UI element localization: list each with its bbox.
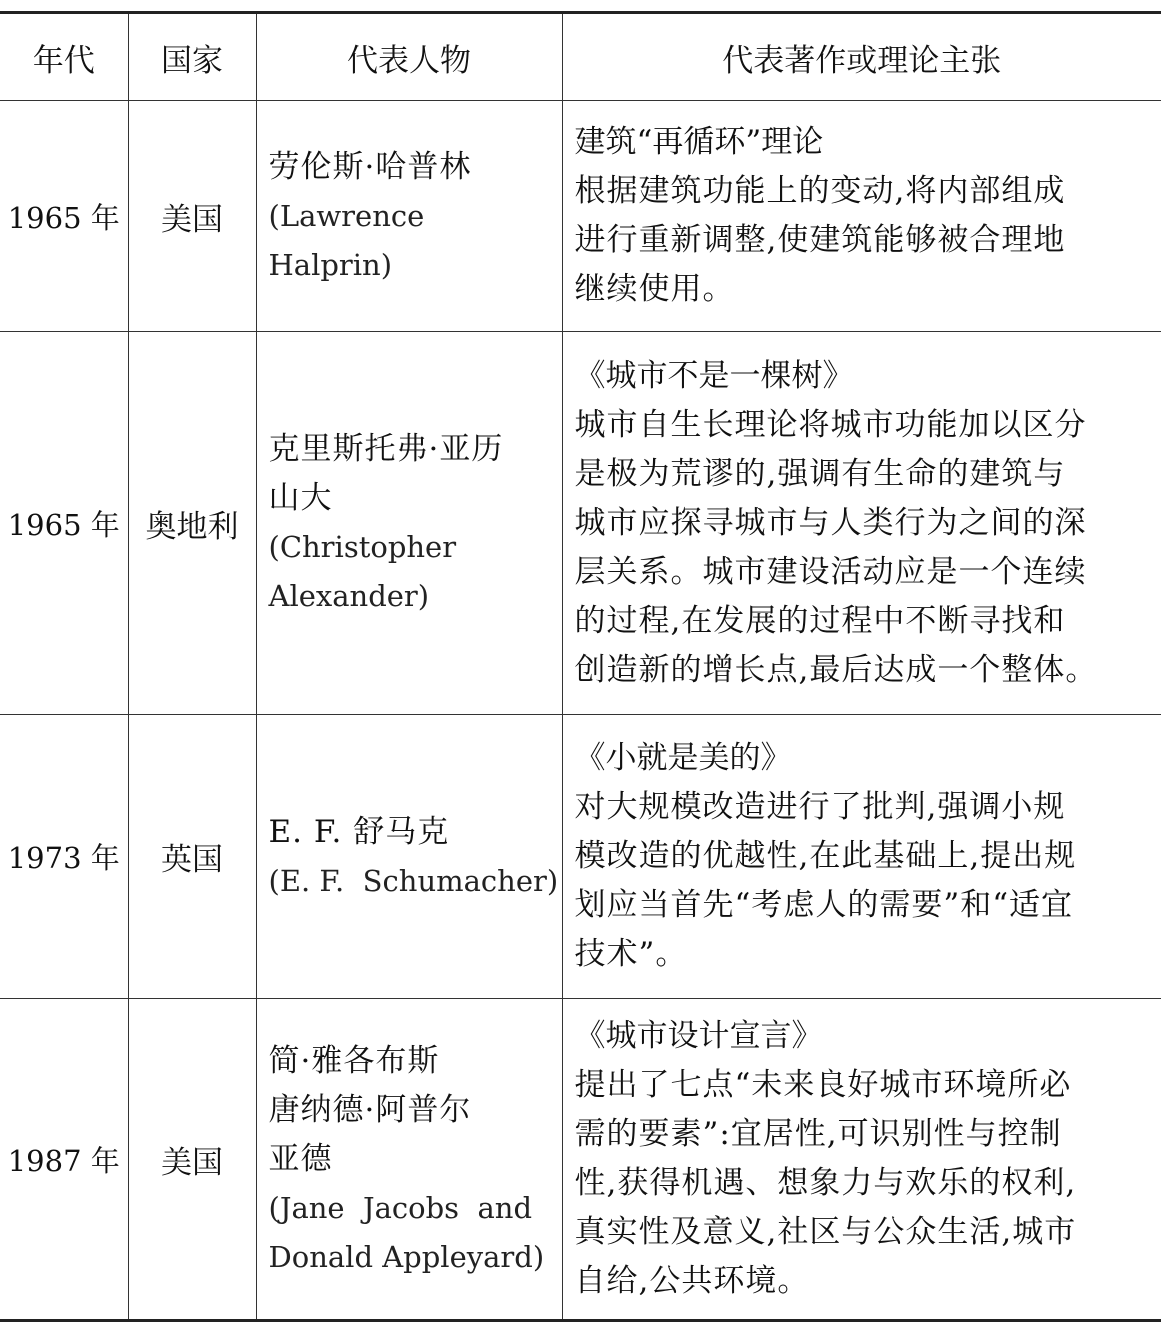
year-cell: 1987 年 <box>0 999 128 1321</box>
table-row <box>0 101 1161 332</box>
work-desc-line: 城市自生长理论将城市功能加以区分 <box>574 406 1087 443</box>
work-desc-line: 需的要素”:宜居性,可识别性与控制 <box>574 1116 1062 1152</box>
urban-theory-table <box>0 11 1161 1322</box>
work-desc-line: 技术”。 <box>574 936 688 972</box>
work-cell <box>562 332 1161 715</box>
person-name-en: Alexander) <box>268 579 430 613</box>
header-row <box>0 13 1161 101</box>
header-year: 年代 <box>0 13 128 101</box>
year-cell: 1965 年 <box>0 332 128 715</box>
person-name-zh: 亚德 <box>268 1140 333 1177</box>
work-desc-line: 进行重新调整,使建筑能够被合理地 <box>574 222 1066 258</box>
person-name-en: (E. F. Schumacher) <box>268 863 559 898</box>
country-cell: 奥地利 <box>128 332 256 715</box>
person-name-zh: 唐纳德·阿普尔 <box>268 1091 472 1128</box>
year-cell: 1973 年 <box>0 715 128 999</box>
work-desc-line: 创造新的增长点,最后达成一个整体。 <box>574 651 1098 688</box>
work-title: 建筑“再循环”理论 <box>574 124 824 160</box>
year-cell: 1965 年 <box>0 101 128 332</box>
work-desc-line: 根据建筑功能上的变动,将内部组成 <box>574 173 1066 209</box>
work-desc-line: 层关系。城市建设活动应是一个连续 <box>574 553 1087 590</box>
work-desc-line: 城市应探寻城市与人类行为之间的深 <box>574 504 1087 541</box>
person-name-zh: 劳伦斯·哈普林 <box>268 148 472 185</box>
work-desc-line: 真实性及意义,社区与公众生活,城市 <box>574 1214 1077 1250</box>
header-person: 代表人物 <box>256 13 562 101</box>
person-cell <box>256 999 562 1321</box>
person-name-en: (Christopher <box>268 530 457 564</box>
work-cell <box>562 101 1161 332</box>
work-title: 《城市不是一棵树》 <box>574 357 854 394</box>
work-desc-line: 自给,公共环境。 <box>574 1263 810 1299</box>
work-desc-line: 是极为荒谬的,强调有生命的建筑与 <box>574 455 1066 492</box>
work-desc-line: 继续使用。 <box>574 271 735 307</box>
person-cell <box>256 715 562 999</box>
work-title: 《城市设计宣言》 <box>574 1018 823 1054</box>
person-name-en: (Jane Jacobs and <box>268 1190 533 1225</box>
table-row <box>0 715 1161 999</box>
work-desc-line: 对大规模改造进行了批判,强调小规 <box>574 789 1066 825</box>
work-desc-line: 的过程,在发展的过程中不断寻找和 <box>574 602 1066 639</box>
header-country: 国家 <box>128 13 256 101</box>
work-desc-line: 性,获得机遇、想象力与欢乐的权利, <box>574 1165 1077 1201</box>
person-name-en: Halprin) <box>268 247 393 282</box>
table-row <box>0 999 1161 1321</box>
work-cell <box>562 999 1161 1321</box>
work-cell <box>562 715 1161 999</box>
person-name-en: Donald Appleyard) <box>268 1239 545 1274</box>
work-desc-line: 模改造的优越性,在此基础上,提出规 <box>574 838 1077 874</box>
person-name-en: (Lawrence <box>268 198 425 233</box>
country-cell: 美国 <box>128 101 256 332</box>
header-work: 代表著作或理论主张 <box>562 13 1161 101</box>
person-cell <box>256 101 562 332</box>
person-name-zh: 简·雅各布斯 <box>268 1042 440 1079</box>
person-name-zh: 克里斯托弗·亚历 <box>268 431 504 467</box>
country-cell: 美国 <box>128 999 256 1321</box>
person-cell <box>256 332 562 715</box>
person-name-zh: E. F. 舒马克 <box>268 813 450 850</box>
work-desc-line: 划应当首先“考虑人的需要”和“适宜 <box>574 887 1074 923</box>
person-name-zh: 山大 <box>268 480 333 516</box>
work-desc-line: 提出了七点“未来良好城市环境所必 <box>574 1067 1072 1103</box>
table-row <box>0 332 1161 715</box>
country-cell: 英国 <box>128 715 256 999</box>
work-title: 《小就是美的》 <box>574 740 792 776</box>
